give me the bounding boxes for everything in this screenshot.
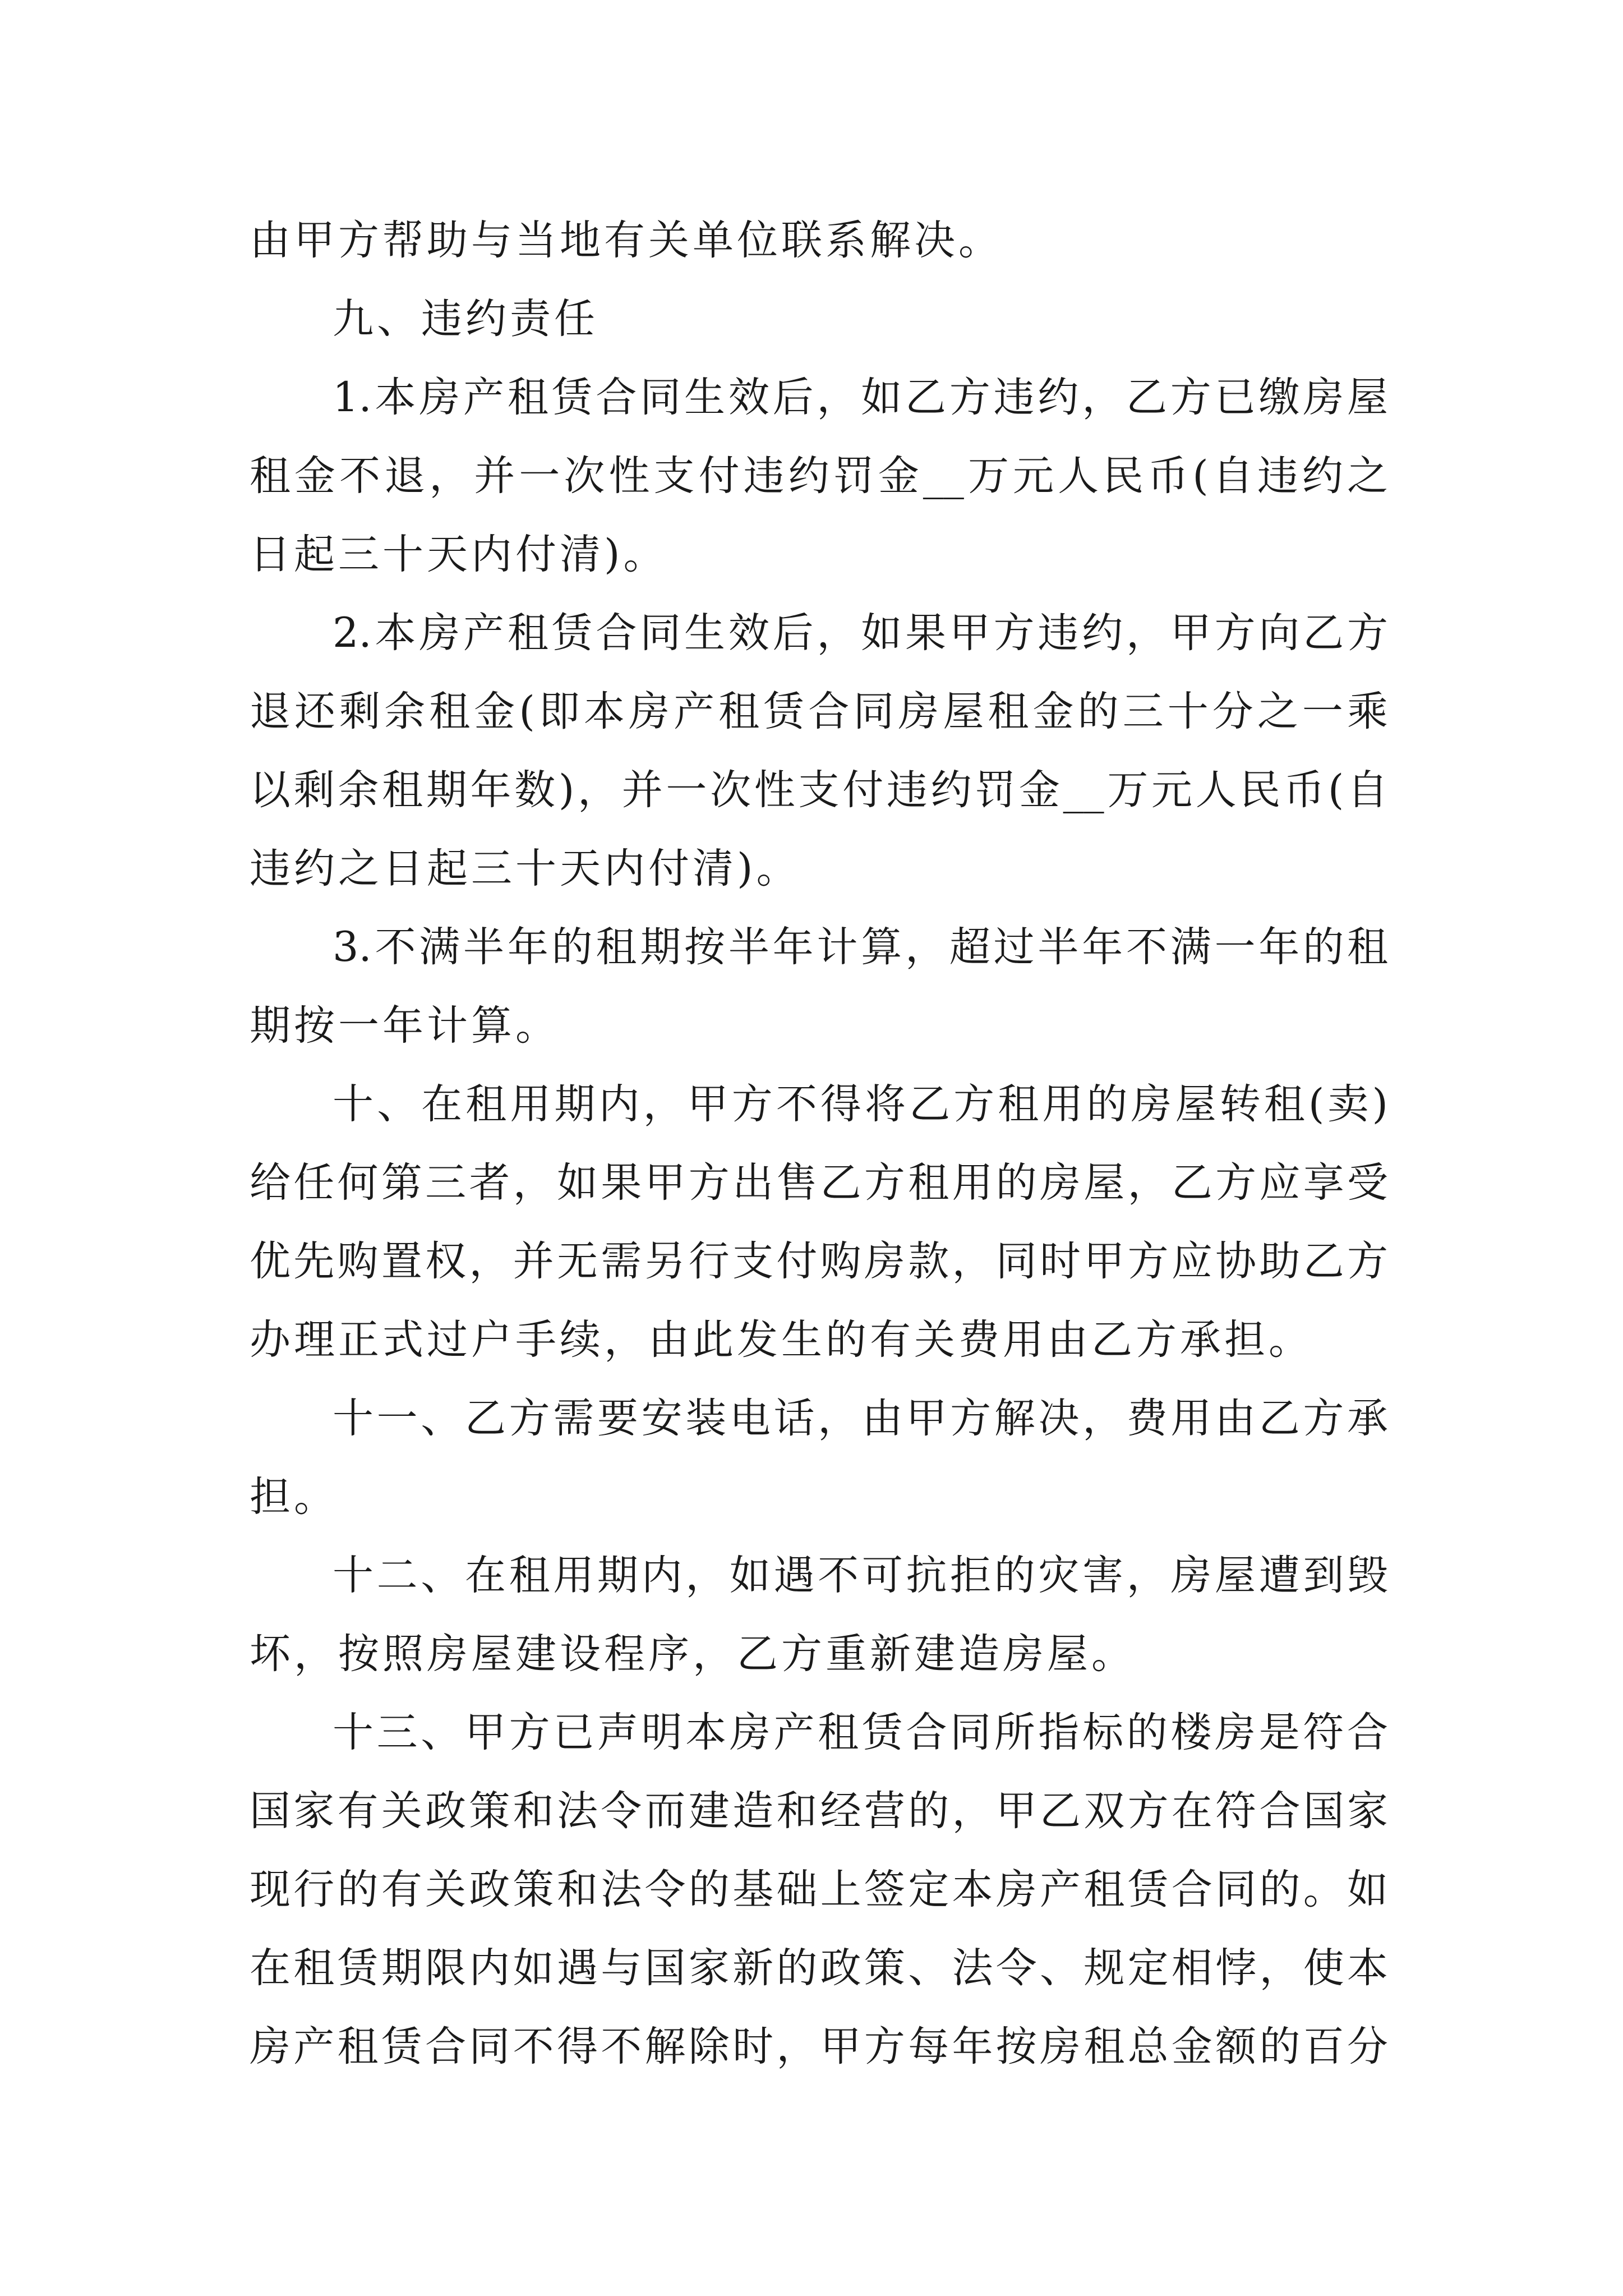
paragraph-line: 担。 (250, 1473, 338, 1521)
section-heading-breach: 九、违约责任 (333, 295, 598, 343)
paragraph-line: 2.本房产租赁合同生效后，如果甲方违约，甲方向乙方 (333, 609, 1388, 657)
paragraph-line: 十、在租用期内，甲方不得将乙方租用的房屋转租(卖) (333, 1080, 1388, 1128)
paragraph-line: 房产租赁合同不得不解除时，甲方每年按房租总金额的百分 (250, 2023, 1388, 2070)
paragraph-line: 在租赁期限内如遇与国家新的政策、法令、规定相悖，使本 (250, 1944, 1388, 1992)
paragraph-line: 办理正式过户手续，由此发生的有关费用由乙方承担。 (250, 1316, 1313, 1364)
paragraph-line: 坏，按照房屋建设程序，乙方重新建造房屋。 (250, 1630, 1136, 1678)
paragraph-line: 违约之日起三十天内付清)。 (250, 845, 801, 892)
paragraph-line: 十三、甲方已声明本房产租赁合同所指标的楼房是符合 (333, 1709, 1388, 1756)
paragraph-line: 由甲方帮助与当地有关单位联系解决。 (250, 217, 1003, 264)
paragraph-line: 国家有关政策和法令而建造和经营的，甲乙双方在符合国家 (250, 1787, 1388, 1835)
paragraph-line: 期按一年计算。 (250, 1002, 560, 1050)
paragraph-line: 给任何第三者，如果甲方出售乙方租用的房屋，乙方应享受 (250, 1159, 1388, 1207)
paragraph-line: 3.不满半年的租期按半年计算，超过半年不满一年的租 (333, 923, 1388, 971)
paragraph-line: 1.本房产租赁合同生效后，如乙方违约，乙方已缴房屋 (333, 374, 1388, 421)
paragraph-line: 日起三十天内付清)。 (250, 531, 668, 578)
paragraph-line: 十二、在租用期内，如遇不可抗拒的灾害，房屋遭到毁 (333, 1552, 1388, 1599)
paragraph-line: 租金不退，并一次性支付违约罚金__万元人民币(自违约之 (250, 452, 1388, 500)
paragraph-line: 退还剩余租金(即本房产租赁合同房屋租金的三十分之一乘 (250, 688, 1388, 735)
paragraph-line: 十一、乙方需要安装电话，由甲方解决，费用由乙方承 (333, 1395, 1388, 1442)
paragraph-line: 现行的有关政策和法令的基础上签定本房产租赁合同的。如 (250, 1866, 1388, 1913)
paragraph-line: 优先购置权，并无需另行支付购房款，同时甲方应协助乙方 (250, 1237, 1388, 1285)
paragraph-line: 以剩余租期年数)，并一次性支付违约罚金__万元人民币(自 (250, 766, 1388, 814)
